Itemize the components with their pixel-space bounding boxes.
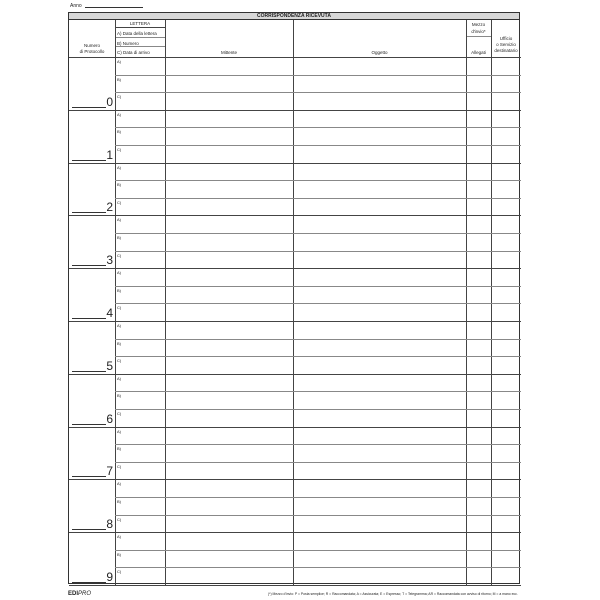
row-separator [69,427,521,428]
protocol-number: 7 [106,464,113,479]
lettera-sub-line [115,251,165,252]
sub-label: A) [117,270,121,276]
col-numero: Numero [83,43,100,48]
lettera-sub-line [115,127,165,128]
row-separator [69,321,521,322]
sub-row-line [165,567,521,568]
row-separator [69,110,521,111]
lettera-sub-line [115,497,165,498]
sub-label: B) [117,446,121,452]
sub-label: C) [117,358,122,364]
sub-label: C) [117,252,122,258]
sub-row-line [165,75,521,76]
sub-label: B) [117,129,121,135]
col-mezzo-1: Mezzo [471,22,486,27]
sub-row-line [165,462,521,463]
row-separator [69,215,521,216]
row-separator [69,268,521,269]
sub-label: B) [117,340,121,346]
lettera-sub-line [115,567,165,568]
sub-row-line [165,180,521,181]
sub-label: B) [117,76,121,82]
lettera-sub-line [115,339,165,340]
row-separator [69,479,521,480]
sub-label: B) [117,499,121,504]
sub-label: A) [117,323,121,328]
lettera-sub-line [115,198,165,199]
register-table [68,12,520,584]
lettera-sub-line [115,444,165,445]
protocol-number: 6 [106,411,113,426]
lettera-sub-line [115,550,165,551]
sub-label: C) [117,516,122,522]
mezzo-divider [466,36,491,37]
lettera-divider [115,27,165,28]
lettera-sub-line [115,75,165,76]
sub-label: C) [117,94,122,100]
lettera-sub-line [115,515,165,516]
sub-row-line [165,550,521,551]
sub-row-line [165,356,521,357]
sub-label: A) [117,217,121,223]
row-separator [69,532,521,533]
sub-label: A) [117,375,121,381]
col-oggetto: Oggetto [371,50,388,55]
protocol-number: 3 [106,253,113,268]
col-lettera: LETTERA [129,21,151,26]
col-ufficio-2: o Servizio [496,42,516,47]
sub-row-line [165,409,521,410]
sub-row-line [165,444,521,445]
sub-label: A) [117,534,121,540]
anno-label: Anno [70,3,82,9]
lettera-sub-line [115,145,165,146]
protocol-number: 5 [106,358,113,373]
protocol-number: 9 [106,570,113,584]
col-data-arrivo: C) Data di arrivo [117,50,150,55]
brand-italic: PRO [78,591,92,597]
sub-row-line [165,497,521,498]
sub-label: C) [117,147,122,152]
brand-bold: EDI [68,591,79,597]
row-separator [69,163,521,164]
lettera-sub-line [115,92,165,93]
sub-row-line [165,145,521,146]
table-title: CORRISPONDENZA RICEVUTA [69,13,519,20]
lettera-sub-line [115,303,165,304]
anno-field [70,3,143,9]
col-protocollo: di Protocollo [79,49,105,54]
sub-label: B) [117,551,121,557]
sub-label: A) [117,111,121,117]
lettera-sub-line [115,462,165,463]
sub-row-line [165,233,521,234]
protocol-number: 1 [106,147,113,162]
sub-row-line [165,198,521,199]
brand-logo [68,591,91,597]
protocol-number: 4 [106,306,113,320]
lettera-sub-line [115,356,165,357]
sub-label: B) [117,182,121,188]
sub-row-line [165,251,521,252]
sub-label: C) [117,199,122,205]
row-separator [69,374,521,375]
protocol-number: 8 [106,517,113,532]
sub-row-line [165,339,521,340]
sub-row-line [165,391,521,392]
lettera-sub-line [115,391,165,392]
sub-label: A) [117,428,121,434]
sub-label: B) [117,235,121,240]
col-allegati: Allegati [471,50,486,55]
sub-label: B) [117,287,121,293]
protocol-number: 2 [106,200,113,215]
sub-row-line [165,127,521,128]
sub-row-line [165,303,521,304]
lettera-sub-line [115,409,165,410]
sub-label: C) [117,411,122,416]
col-numero-lettera: B) Numero [117,41,139,46]
sub-label: A) [117,164,121,170]
sub-row-line [165,92,521,93]
col-ufficio-1: Ufficio [499,36,513,41]
col-data-lettera: A) Data della lettera [117,31,157,36]
sub-label: C) [117,463,122,469]
anno-line [85,7,143,8]
lettera-divider-b [115,46,165,47]
sub-row-line [165,515,521,516]
lettera-sub-line [115,286,165,287]
sub-row-line [165,286,521,287]
col-ufficio-3: destinatario [494,48,518,53]
col-mittente: Mittente [220,50,237,55]
sub-label: B) [117,393,121,399]
sub-label: A) [117,59,121,64]
protocol-number: 0 [106,94,113,109]
sub-label: A) [117,481,121,487]
sub-label: C) [117,305,122,311]
header-bottom-line [69,57,521,58]
lettera-sub-line [115,180,165,181]
lettera-divider-a [115,37,165,38]
row-separator [69,585,521,586]
footer-note: (*) Mezzo d'invio: P = Posta semplice; R = Raccomandata; A = Assicurata; E = Espresso; T = Telegramma; AR = Raccomandata con avviso di ritorno; M = a mano ecc. [268,592,518,596]
sub-label: C) [117,569,122,575]
lettera-sub-line [115,233,165,234]
col-mezzo-2: d'invio* [471,29,486,34]
